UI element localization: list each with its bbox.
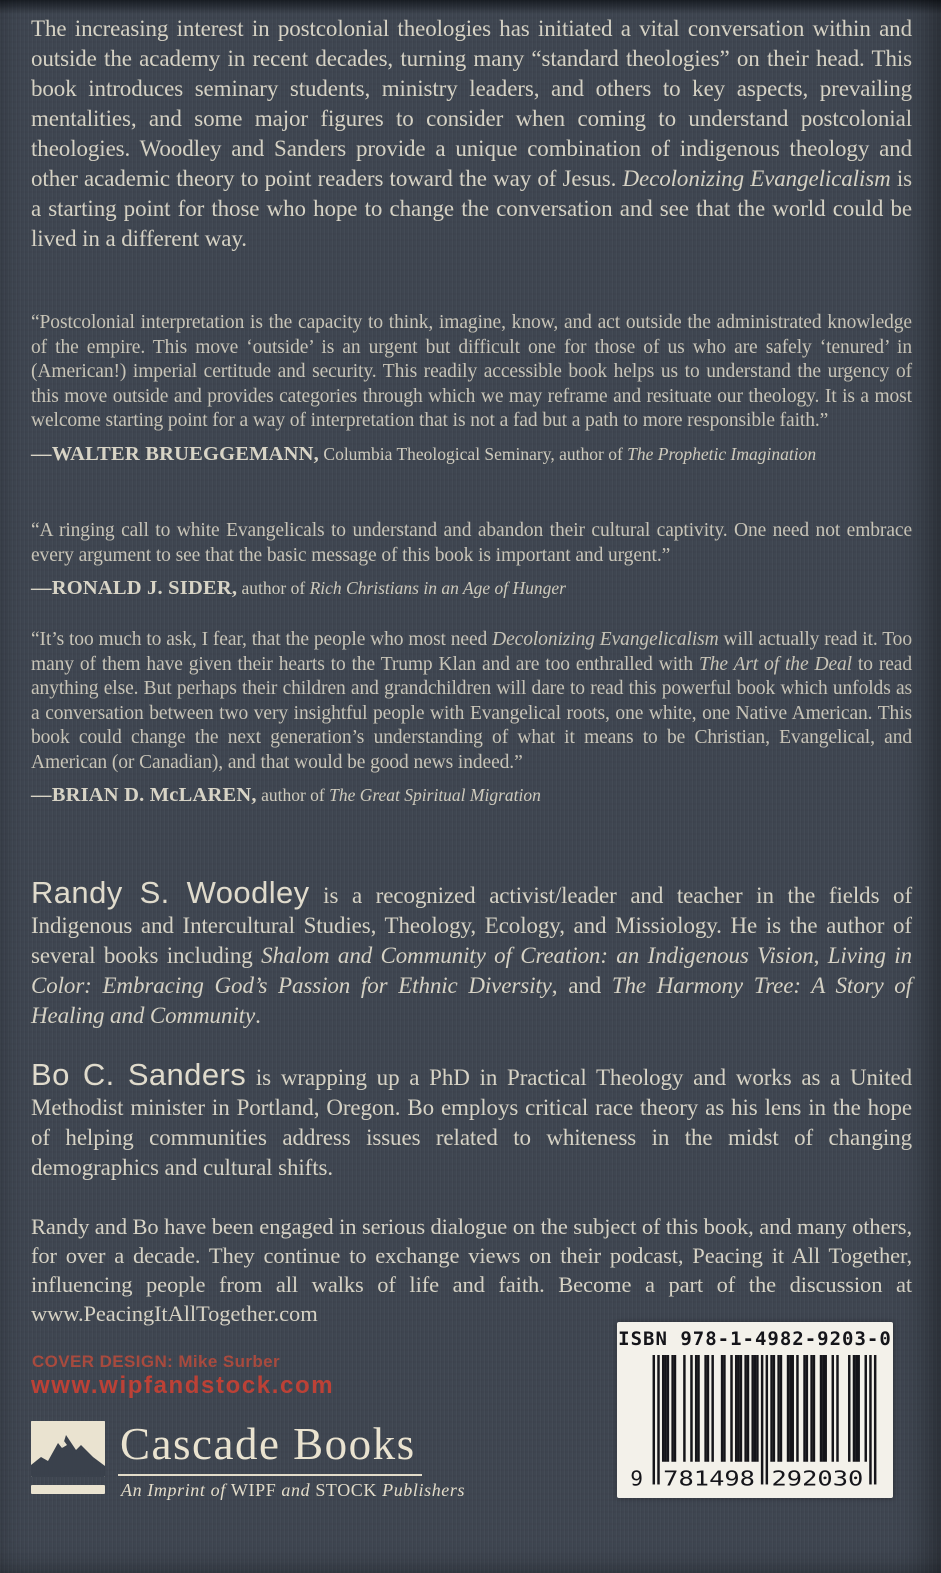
endorsement-quote xyxy=(31,519,912,568)
text-run: Publishers xyxy=(377,1480,466,1500)
imprint-wordmark-block xyxy=(118,1421,465,1501)
text-run: The increasing interest in postcolonial theologies has initiated a vital conversation within and outside the academy in recent decades, turning many “standard theologies” on their head. This book introduces seminary students, ministry leaders, and others to key aspects, prevailing mentalities, and some major figures to consider when coming to understand postcolonial theologies. Woodley and Sanders provide a unique combination of indigenous theology and other academic theory to point readers toward the way of Jesus. xyxy=(31,16,912,191)
cover-design-credit: COVER DESIGN: Mike Surber xyxy=(32,1352,281,1371)
endorser-credentials xyxy=(257,785,541,805)
text-run: author of xyxy=(256,785,330,805)
text-run: Living in Color: Embracing God’s Passion for Ethnic Diversity xyxy=(31,943,912,998)
text-run: . xyxy=(255,1003,261,1028)
cascade-logo xyxy=(31,1421,105,1494)
endorsement-quote xyxy=(31,311,912,434)
text-run: An Imprint of xyxy=(121,1480,231,1500)
author-bio-paragraph xyxy=(31,875,913,1031)
svg-text:9: 9 xyxy=(630,1466,643,1489)
text-run: The Great Spiritual Migration xyxy=(329,785,541,805)
text-run: and xyxy=(276,1480,316,1500)
author-bio-paragraph xyxy=(31,1057,912,1183)
text-run: STOCK xyxy=(315,1480,377,1500)
text-run: author of xyxy=(237,578,310,598)
endorsement-attribution xyxy=(31,784,912,807)
publisher-website-link[interactable]: www.wipfandstock.com xyxy=(31,1372,335,1399)
text-run: The Harmony Tree: A Story of Healing and Community xyxy=(31,973,912,1028)
svg-text:292030: 292030 xyxy=(771,1466,864,1489)
text-run: “It’s too much to ask, I fear, that the people who most need xyxy=(31,629,493,650)
text-run: is a starting point for those who hope to change the conversation and see that the world could be lived in a different way. xyxy=(31,166,912,251)
endorsement-mclaren xyxy=(31,628,912,807)
podcast-section xyxy=(31,1212,912,1328)
endorsement-brueggemann xyxy=(31,311,912,466)
intro-paragraph xyxy=(31,14,912,254)
isbn-barcode xyxy=(617,1322,893,1498)
imprint-tagline xyxy=(118,1480,465,1501)
text-run: “Postcolonial interpretation is the capacity to think, imagine, know, and act outside the administrated knowledge of the empire. This move ‘outside’ is an urgent but difficult one for those of us who are safely ‘tenured’ in (American!) imperial certitude and security. This readily accessible book helps us to understand the urgency of this move outside and provides categories through which we may reframe and resituate our theology. It is a most welcome starting point for a way of interpretation that is not a fad but a path to more responsible faith.” xyxy=(31,312,912,431)
text-run: Randy and Bo have been engaged in serious dialogue on the subject of this book, and many others, for over a decade. They continue to exchange views on their podcast, Peacing it All Together, influencing people from all walks of life and faith. Become a part of the discussion at www.PeacingItAllTogether.com xyxy=(31,1214,912,1326)
endorser-name: —WALTER BRUEGGEMANN, xyxy=(31,442,320,465)
text-run: “A ringing call to white Evangelicals to understand and abandon their cultural captivity. One need not embrace every argument to see that the basic message of this book is important and urgent.” xyxy=(31,520,912,566)
text-run: The Prophetic Imagination xyxy=(627,443,817,464)
author-name-woodley: Randy S. Woodley xyxy=(31,875,310,910)
endorser-name: —RONALD J. SIDER, xyxy=(31,577,238,599)
podcast-paragraph xyxy=(31,1212,912,1328)
text-run: Columbia Theological Seminary, author of xyxy=(319,443,628,464)
text-run: , xyxy=(813,943,828,968)
text-run: Decolonizing Evangelicalism xyxy=(622,166,891,191)
author-bio-sanders xyxy=(31,1057,912,1183)
endorser-credentials xyxy=(319,444,816,464)
endorser-credentials xyxy=(237,578,566,598)
text-run: Decolonizing Evangelicalism xyxy=(492,629,719,650)
text-run: Rich Christians in an Age of Hunger xyxy=(309,578,566,598)
svg-text:781498: 781498 xyxy=(663,1466,755,1489)
endorsement-attribution xyxy=(31,577,912,600)
logo-base-bar xyxy=(31,1485,105,1494)
text-run: WIPF xyxy=(230,1480,277,1500)
intro-section xyxy=(31,14,912,254)
text-run: to read anything else. But perhaps their children and grandchildren will dare to read this powerful book which unfolds as a conversation between two very insightful people with Evangelical roots, one white, one Native American. This book could change the next generation’s understanding of what it means to be Christian, Evangelical, and American (or Canadian), and that would be good news indeed.” xyxy=(31,653,913,773)
endorser-name: —BRIAN D. McLAREN, xyxy=(31,784,257,806)
text-run: is wrapping up a PhD in Practical Theology and works as a United Methodist minister in Portland, Oregon. Bo employs critical race theory as his lens in the hope of helping communities address issues related to whiteness in the midst of changing demographics and cultural shifts. xyxy=(31,1065,912,1180)
text-run: Shalom and Community of Creation: an Indigenous Vision xyxy=(261,943,814,968)
text-run: is a recognized activist/leader and teacher in the fields of Indigenous and Intercultural Studies, Theology, Ecology, and Missiology. He is the author of several books including xyxy=(31,883,913,968)
endorsement-quote xyxy=(31,628,912,775)
author-bio-woodley xyxy=(31,875,913,1031)
isbn-text: ISBN 978-1-4982-9203-0 xyxy=(618,1328,892,1350)
endorsement-sider xyxy=(31,519,912,600)
author-name-sanders: Bo C. Sanders xyxy=(31,1057,247,1092)
text-run: The Art of the Deal xyxy=(698,653,852,675)
mountain-icon xyxy=(31,1421,105,1477)
barcode-bars xyxy=(629,1355,881,1489)
text-run: , and xyxy=(551,973,612,998)
imprint-name: Cascade Books xyxy=(118,1421,422,1476)
cascade-books-imprint xyxy=(31,1421,465,1501)
endorsement-attribution xyxy=(31,443,912,466)
text-run: will actually read it. Too many of them have given their hearts to the Trump Klan and are too enthralled with xyxy=(31,629,912,675)
